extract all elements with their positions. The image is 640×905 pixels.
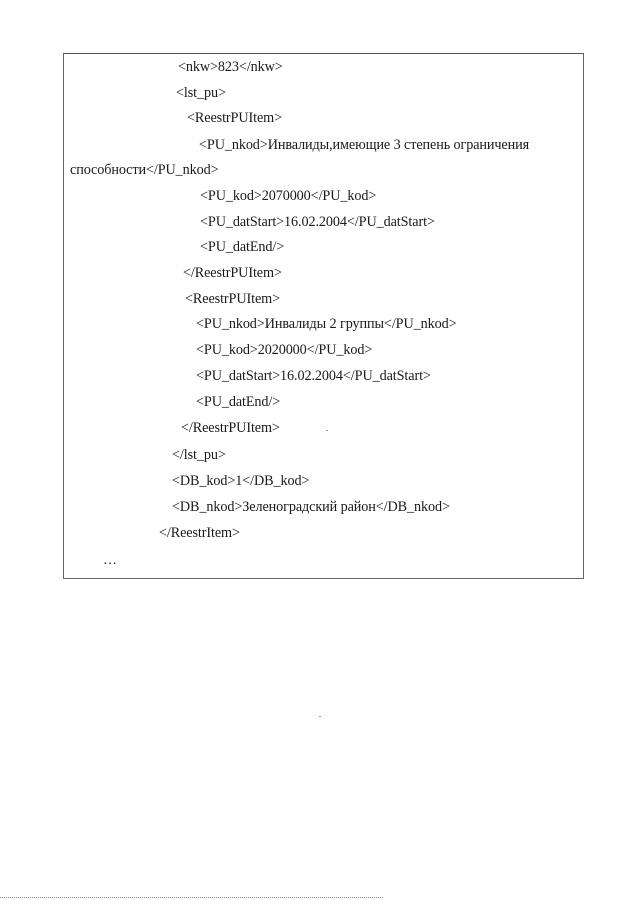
scan-edge-line: [0, 897, 383, 898]
xml-line-pu-kod-2: <PU_kod>2020000</PU_kod>: [196, 342, 373, 358]
scan-speck: [326, 430, 328, 431]
xml-line-reestr-item-close: </ReestrItem>: [159, 525, 240, 541]
ellipsis: …: [103, 553, 117, 568]
xml-line-pu-nkod-2: <PU_nkod>Инвалиды 2 группы</PU_nkod>: [196, 316, 457, 332]
xml-line-db-nkod: <DB_nkod>Зеленоградский район</DB_nkod>: [172, 499, 450, 515]
xml-line-lst-pu-open: <lst_pu>: [176, 85, 226, 101]
xml-line-pu-datstart-2: <PU_datStart>16.02.2004</PU_datStart>: [196, 368, 431, 384]
xml-line-nkw: <nkw>823</nkw>: [178, 59, 283, 75]
xml-line-pu-nkod-1: <PU_nkod>Инвалиды,имеющие 3 степень ограничения: [199, 137, 530, 153]
xml-line-pu-datend-1: <PU_datEnd/>: [200, 239, 285, 255]
xml-line-reestr-pu-item-open-2: <ReestrPUItem>: [185, 291, 280, 307]
xml-line-reestr-pu-item-close-2: </ReestrPUItem>: [181, 420, 280, 436]
xml-line-lst-pu-close: </lst_pu>: [172, 447, 226, 463]
scan-speck: [319, 716, 321, 717]
xml-line-pu-kod-1: <PU_kod>2070000</PU_kod>: [200, 188, 377, 204]
xml-line-reestr-pu-item-close-1: </ReestrPUItem>: [183, 265, 282, 281]
xml-line-reestr-pu-item-open: <ReestrPUItem>: [187, 110, 282, 126]
xml-line-db-kod: <DB_kod>1</DB_kod>: [172, 473, 310, 489]
xml-line-pu-datstart-1: <PU_datStart>16.02.2004</PU_datStart>: [200, 214, 435, 230]
xml-line-pu-nkod-1-continued: способности</PU_nkod>: [70, 162, 219, 178]
xml-line-pu-datend-2: <PU_datEnd/>: [196, 394, 281, 410]
